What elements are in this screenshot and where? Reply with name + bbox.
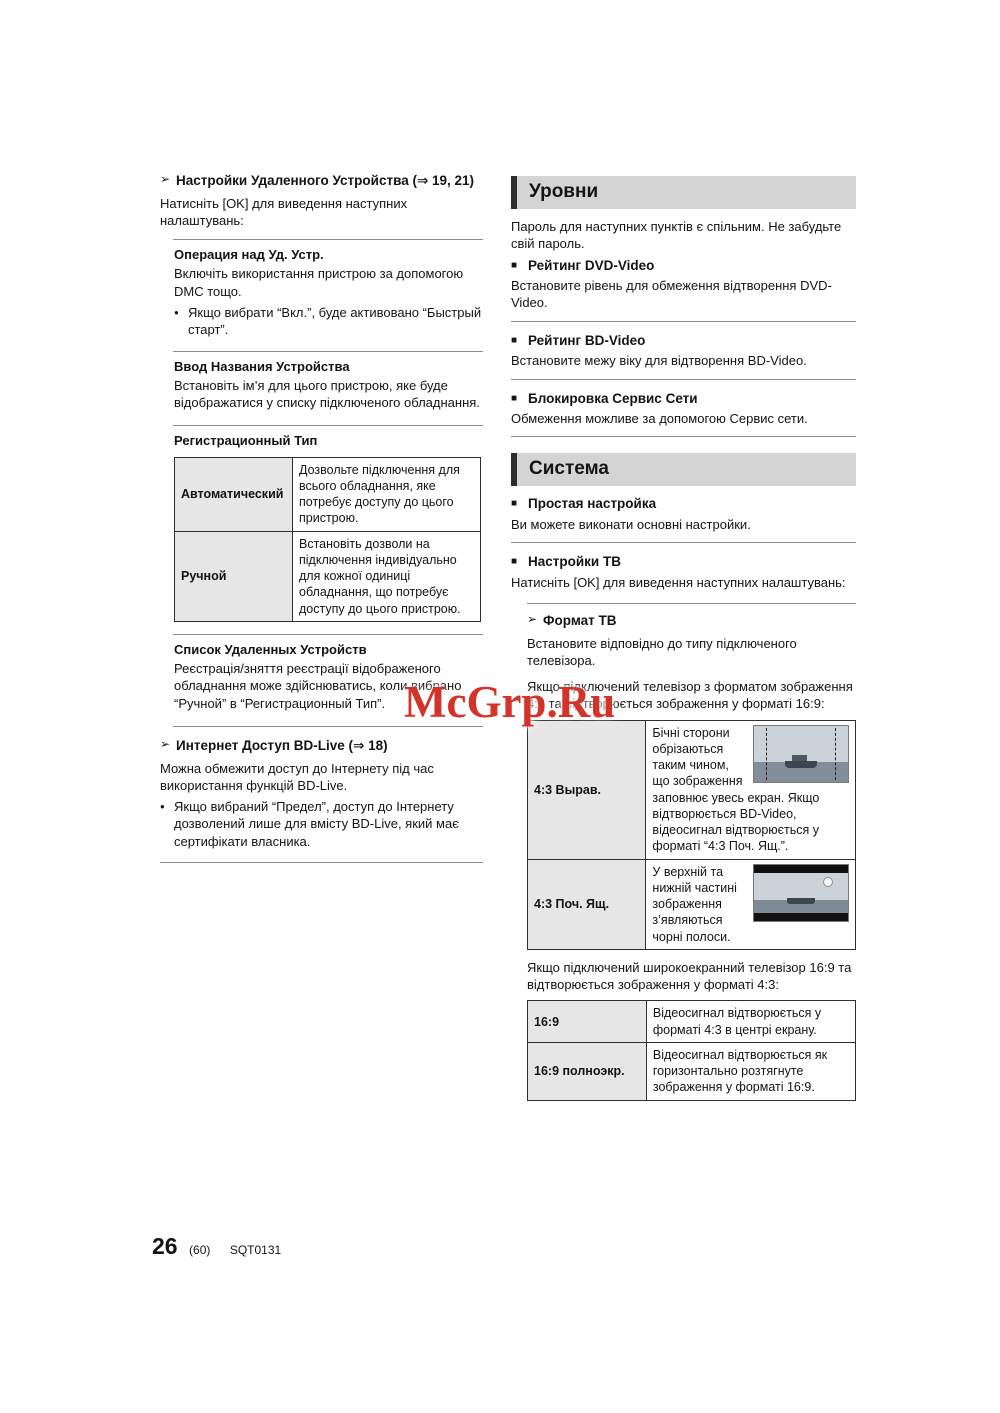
169-key: 16:9 — [528, 1001, 647, 1043]
tv-sidecrop-illustration — [753, 725, 849, 783]
rating-dvd-item — [511, 257, 856, 322]
table-row — [528, 1042, 856, 1100]
table-row — [175, 457, 481, 531]
registration-type-block — [173, 425, 483, 634]
divider — [511, 321, 856, 322]
mcgrp-watermark: McGrp.Ru — [404, 677, 616, 727]
letterbox-key: 4:3 Поч. Ящ. — [528, 859, 646, 949]
table-row — [175, 531, 481, 621]
remote-settings-heading-text: Настройки Удаленного Устройства (⇒ 19, 21) — [176, 173, 475, 188]
tv-settings-title — [511, 553, 856, 571]
bd-live-body: Можна обмежити доступ до Інтернету під час використання функцій BD-Live. — [160, 760, 434, 793]
rating-dvd-body: Встановите рівень для обмеження відтворення DVD-Video. — [511, 278, 832, 311]
bd-live-bullet-text: Якщо вибраний “Предел”, доступ до Інтернету дозволений лише для вмісту BD-Live, який має сертифікати власника. — [174, 799, 459, 849]
operation-block-title: Операция над Уд. Устр. — [174, 247, 324, 263]
illustration-sun-part — [823, 877, 833, 887]
remote-device-list-title: Список Удаленных Устройств — [174, 641, 367, 657]
tv-settings-title-text: Настройки ТВ — [528, 554, 621, 570]
illustration-ship-part — [787, 898, 815, 904]
letterbox-value-cell — [646, 859, 856, 949]
system-section-banner: Система — [511, 453, 856, 486]
device-name-block-title: Ввод Названия Устройства — [174, 358, 350, 374]
illustration-black-bar — [754, 865, 848, 873]
tv-format-case-43: Якщо підключений телевізор з форматом зображення 4:3 та відтворюється зображення у форматі 16:9: — [527, 679, 853, 712]
pan-scan-value-cell — [646, 720, 856, 859]
illustration-ship-part — [792, 755, 807, 761]
document-code: SQT0131 — [229, 1243, 282, 1257]
arrow-marker-icon: ➢ — [527, 611, 538, 626]
bd-live-bullet — [160, 798, 483, 850]
square-bullet-icon: ■ — [511, 259, 518, 271]
rating-bd-body: Встановите межу віку для відтворення BD-Video. — [511, 353, 807, 369]
levels-section-banner: Уровни — [511, 176, 856, 209]
tv-format-heading — [527, 612, 856, 630]
illustration-ship-part — [785, 761, 817, 768]
169-full-key: 16:9 полноэкр. — [528, 1042, 647, 1100]
illustration-crop-line — [835, 728, 836, 780]
table-row — [528, 859, 856, 949]
tv-settings-body: Натисніть [OK] для виведення наступних налаштувань: — [511, 574, 846, 590]
tv-format-heading-text: Формат ТВ — [543, 612, 617, 628]
network-lock-title — [511, 390, 856, 408]
easy-setup-item — [511, 495, 856, 543]
bullet-icon: ● — [160, 802, 165, 812]
network-lock-item — [511, 390, 856, 438]
remote-device-list-body: Реєстрація/зняття реєстрації відображеного обладнання може здійснюватись, коли вибрано “Ручной” в “Регистрационный Тип”. — [174, 661, 462, 711]
easy-setup-title — [511, 495, 856, 513]
table-row — [528, 1001, 856, 1043]
page-total: (60) — [189, 1243, 211, 1257]
operation-block-body: Включіть використання пристрою за допомогою DMC тощо. — [174, 266, 464, 299]
tv-format-169-table — [527, 1000, 856, 1100]
registration-type-table — [174, 457, 481, 622]
illustration-black-bar — [754, 913, 848, 921]
operation-block — [173, 239, 483, 350]
remote-settings-blocks — [173, 239, 483, 727]
registration-type-title: Регистрационный Тип — [174, 433, 318, 449]
registration-manual-value: Встановіть дозволи на підключення індивідуально для кожної одиниці обладнання, що потребує доступу до цього пристрою. — [293, 531, 481, 621]
divider — [160, 862, 483, 863]
easy-setup-title-text: Простая настройка — [528, 496, 657, 512]
device-name-block — [173, 351, 483, 426]
divider — [511, 436, 856, 437]
registration-auto-value: Дозвольте підключення для всього обладнання, яке потребує доступу до цього пристрою. — [293, 457, 481, 531]
page-number: 26 — [152, 1233, 178, 1259]
169-full-value: Відеосигнал відтворюється як горизонтально розтягнуте зображення у форматі 16:9. — [646, 1042, 855, 1100]
tv-format-43-table — [527, 720, 856, 950]
network-lock-body: Обмеження можливе за допомогою Сервис сети. — [511, 411, 808, 427]
square-bullet-icon: ■ — [511, 498, 518, 510]
illustration-crop-line — [766, 728, 767, 780]
rating-dvd-title-text: Рейтинг DVD-Video — [528, 257, 655, 273]
169-value: Відеосигнал відтворюється у форматі 4:3 в центрі екрану. — [646, 1001, 855, 1043]
tv-settings-item — [511, 553, 856, 591]
registration-manual-key: Ручной — [175, 531, 293, 621]
divider — [511, 379, 856, 380]
arrow-marker-icon: ➢ — [160, 737, 171, 752]
page-footer — [152, 1233, 281, 1260]
bd-live-heading — [160, 737, 483, 755]
letterbox-value-text: У верхній та нижній частині зображення з’являються чорні полоси. — [652, 864, 737, 944]
tv-letterbox-illustration — [753, 864, 849, 922]
square-bullet-icon: ■ — [511, 334, 518, 346]
operation-block-bullet-text: Якщо вибрати “Вкл.”, буде активовано “Быстрый старт”. — [188, 304, 482, 338]
network-lock-title-text: Блокировка Сервис Сети — [528, 390, 698, 406]
divider — [511, 542, 856, 543]
levels-intro: Пароль для наступних пунктів є спільним. Не забудьте свій пароль. — [511, 219, 842, 252]
square-bullet-icon: ■ — [511, 556, 518, 568]
tv-format-case-169: Якщо підключений широкоекранний телевізор 16:9 та відтворюється зображення у форматі 4:3: — [527, 959, 852, 993]
rating-bd-item — [511, 332, 856, 380]
device-name-block-body: Встановіть ім’я для цього пристрою, яке буде відображатися у списку підключеного обладнання. — [174, 377, 480, 411]
tv-format-body: Встановите відповідно до типу підключеного телевізора. — [527, 635, 797, 668]
bullet-icon: ● — [174, 307, 179, 317]
rating-dvd-title — [511, 257, 856, 275]
rating-bd-title-text: Рейтинг BD-Video — [528, 332, 646, 348]
left-column — [160, 172, 483, 863]
pan-scan-key: 4:3 Вырав. — [528, 720, 646, 859]
table-row — [528, 720, 856, 859]
right-column — [511, 176, 856, 1103]
remote-settings-intro: Натисніть [OK] для виведення наступних налаштувань: — [160, 195, 408, 228]
pan-scan-value-text: Бічні сторони обрізаються таким чином, що зображення заповнює увесь екран. Якщо відтворюється BD-Video, відеосигнал відтворюється у форматі “4:3 Поч. Ящ.”. — [652, 725, 820, 854]
square-bullet-icon: ■ — [511, 392, 518, 404]
remote-settings-heading — [160, 172, 483, 190]
bd-live-heading-text: Интернет Доступ BD-Live (⇒ 18) — [176, 738, 388, 754]
easy-setup-body: Ви можете виконати основні настройки. — [511, 516, 751, 532]
rating-bd-title — [511, 332, 856, 350]
operation-block-bullet — [174, 304, 483, 339]
arrow-marker-icon: ➢ — [160, 172, 171, 186]
registration-auto-key: Автоматический — [175, 457, 293, 531]
